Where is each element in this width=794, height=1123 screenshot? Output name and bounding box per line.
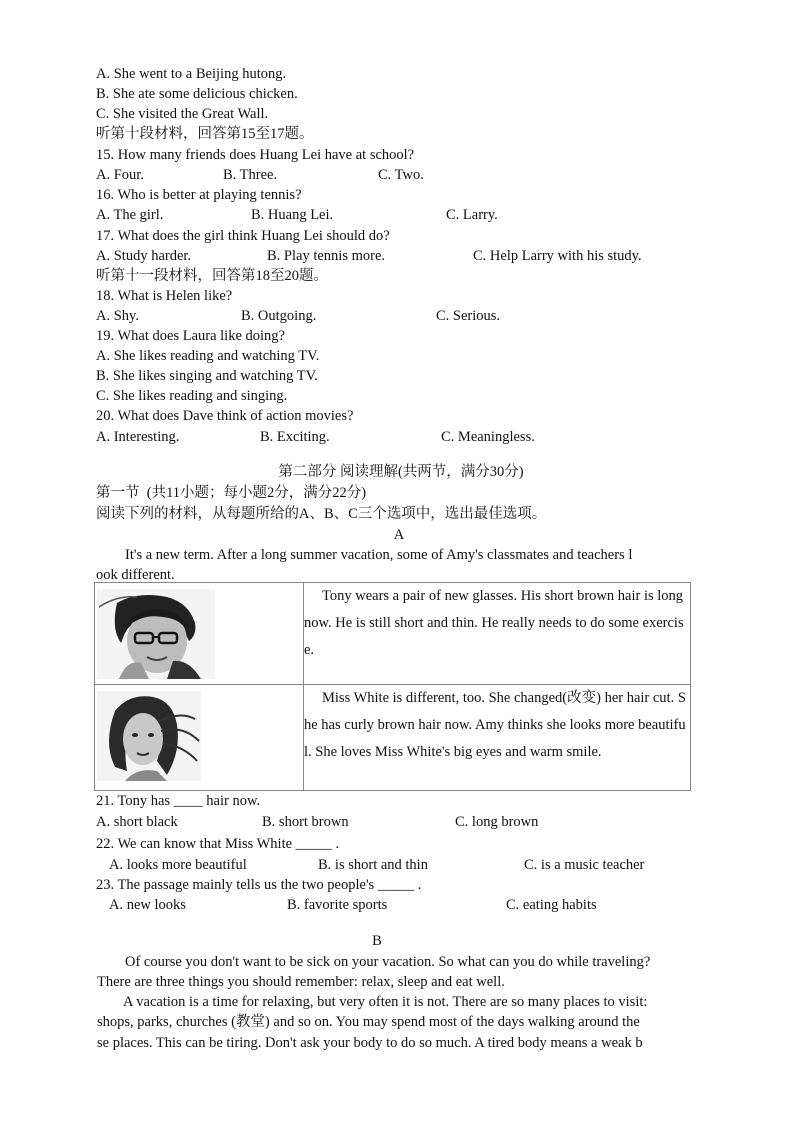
q16-option-c: C. Larry. (446, 207, 498, 223)
q21-option-c: C. long brown (455, 814, 539, 830)
passage-a-label: A (393, 527, 405, 543)
passage-b-line: Of course you don't want to be sick on your vacation. So what can you do while traveling? (125, 954, 651, 970)
q23-option-a: A. new looks (109, 897, 186, 913)
section1-heading: 第一节 (共11小题；每小题2分，满分22分) (96, 485, 367, 501)
q21-option-a: A. short black (96, 814, 178, 830)
q22-option-b: B. is short and thin (318, 857, 428, 873)
q21-question: 21. Tony has ____ hair now. (96, 793, 261, 809)
q23-option-c: C. eating habits (506, 897, 597, 913)
section11-instruction: 听第十一段材料，回答第18至20题。 (96, 268, 328, 284)
passage-b-line: shops, parks, churches (教堂) and so on. You may spend most of the days walking around the (97, 1014, 640, 1030)
q18-option-a: A. Shy. (96, 308, 139, 324)
q19-option-a: A. She likes reading and watching TV. (96, 348, 320, 364)
q16-question: 16. Who is better at playing tennis? (96, 187, 302, 203)
miss-white-description-text: Miss White is different, too. She changed(改变) her hair cut. She has curly brown hair now. Amy thinks she looks more beautiful. She loves Miss White's big eyes and warm smile. (304, 690, 686, 760)
reading-instruction: 阅读下列的材料，从每题所给的A、B、C三个选项中，选出最佳选项。 (96, 506, 547, 522)
passage-a-intro-line2: ook different. (96, 567, 175, 583)
q15-question: 15. How many friends does Huang Lei have at school? (96, 147, 415, 163)
q18-option-c: C. Serious. (436, 308, 501, 324)
q16-option-b: B. Huang Lei. (251, 207, 334, 223)
passage-a-intro-line1: It's a new term. After a long summer vacation, some of Amy's classmates and teachers l (125, 547, 633, 563)
q23-question: 23. The passage mainly tells us the two people's _____ . (96, 877, 422, 893)
q15-option-b: B. Three. (223, 167, 278, 183)
q14-option-a: A. She went to a Beijing hutong. (96, 66, 287, 82)
q20-question: 20. What does Dave think of action movies? (96, 408, 354, 424)
q22-option-c: C. is a music teacher (524, 857, 645, 873)
tony-description-text: Tony wears a pair of new glasses. His short brown hair is long now. He is still short and thin. He really needs to do some exercise. (304, 588, 684, 658)
miss-white-description (304, 685, 691, 791)
passage-b-line: se places. This can be tiring. Don't ask your body to do so much. A tired body means a weak b (97, 1035, 643, 1051)
q20-option-a: A. Interesting. (96, 429, 180, 445)
section10-instruction: 听第十段材料，回答第15至17题。 (96, 126, 314, 142)
passage-b-line: There are three things you should remember: relax, sleep and eat well. (97, 974, 505, 990)
q20-option-b: B. Exciting. (260, 429, 330, 445)
q19-question: 19. What does Laura like doing? (96, 328, 285, 344)
q22-option-a: A. looks more beautiful (109, 857, 247, 873)
q19-option-c: C. She likes reading and singing. (96, 388, 288, 404)
part2-title: 第二部分 阅读理解(共两节，满分30分) (278, 464, 524, 480)
tony-photo-cell (95, 583, 304, 685)
q14-option-b: B. She ate some delicious chicken. (96, 86, 298, 102)
q17-option-a: A. Study harder. (96, 248, 192, 264)
passage-b-line: A vacation is a time for relaxing, but very often it is not. There are so many places to visit: (123, 994, 648, 1010)
q22-question: 22. We can know that Miss White _____ . (96, 836, 340, 852)
q15-option-a: A. Four. (96, 167, 144, 183)
tony-photo (97, 589, 215, 679)
q18-option-b: B. Outgoing. (241, 308, 317, 324)
tony-description (304, 583, 691, 685)
miss-white-photo (97, 691, 201, 781)
miss-white-photo-cell (95, 685, 304, 791)
q17-question: 17. What does the girl think Huang Lei should do? (96, 228, 390, 244)
passage-a-table (94, 582, 691, 791)
q17-option-b: B. Play tennis more. (267, 248, 386, 264)
q17-option-c: C. Help Larry with his study. (473, 248, 642, 264)
q15-option-c: C. Two. (378, 167, 424, 183)
passage-b-label: B (372, 933, 382, 949)
q23-option-b: B. favorite sports (287, 897, 388, 913)
q19-option-b: B. She likes singing and watching TV. (96, 368, 318, 384)
q16-option-a: A. The girl. (96, 207, 164, 223)
q20-option-c: C. Meaningless. (441, 429, 535, 445)
q18-question: 18. What is Helen like? (96, 288, 233, 304)
q21-option-b: B. short brown (262, 814, 349, 830)
q14-option-c: C. She visited the Great Wall. (96, 106, 269, 122)
